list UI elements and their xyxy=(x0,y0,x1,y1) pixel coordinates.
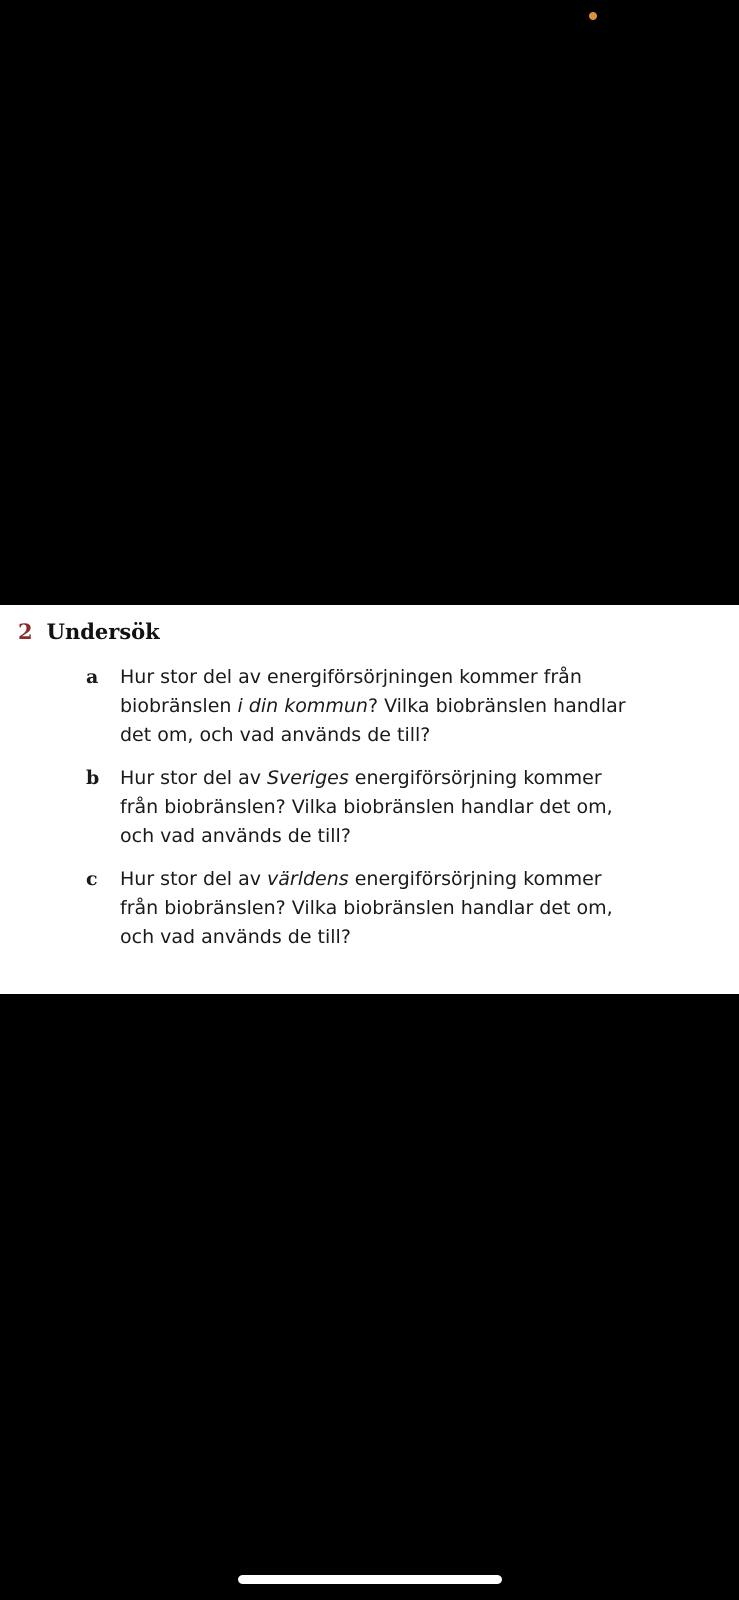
question-text: ? Vilka biobränslen handlar xyxy=(367,695,626,717)
question-line xyxy=(120,764,726,793)
question-text: från biobränslen? Vilka biobränslen handlar det om, xyxy=(120,796,613,818)
question-text: biobränslen xyxy=(120,695,238,717)
question-text: energiförsörjning kommer xyxy=(348,868,602,890)
question-emphasis: världens xyxy=(267,868,349,890)
privacy-indicator-dot-icon xyxy=(589,12,597,20)
question-letter: c xyxy=(86,868,98,890)
question-a xyxy=(86,663,726,750)
question-text: Hur stor del av xyxy=(120,868,267,890)
question-line xyxy=(120,894,726,923)
question-text: Hur stor del av xyxy=(120,767,267,789)
question-line xyxy=(120,721,726,750)
question-line xyxy=(120,793,726,822)
question-text: Hur stor del av energiförsörjningen kommer från xyxy=(120,666,582,688)
question-letter: b xyxy=(86,767,100,789)
question-c xyxy=(86,865,726,952)
question-text: och vad används de till? xyxy=(120,926,351,948)
question-letter: a xyxy=(86,666,99,688)
question-line xyxy=(120,822,726,851)
task-title: Undersök xyxy=(46,619,160,644)
task-header xyxy=(18,619,160,645)
home-indicator[interactable] xyxy=(238,1575,502,1584)
question-list xyxy=(86,663,726,966)
question-b xyxy=(86,764,726,851)
question-line xyxy=(120,923,726,952)
question-text: energiförsörjning kommer xyxy=(348,767,602,789)
question-text: det om, och vad används de till? xyxy=(120,724,431,746)
question-line xyxy=(120,865,726,894)
question-emphasis: Sveriges xyxy=(267,767,349,789)
task-number: 2 xyxy=(18,619,33,644)
question-text: och vad används de till? xyxy=(120,825,351,847)
question-line xyxy=(120,692,726,721)
question-text: från biobränslen? Vilka biobränslen handlar det om, xyxy=(120,897,613,919)
question-emphasis: i din kommun xyxy=(237,695,368,717)
question-line xyxy=(120,663,726,692)
textbook-page xyxy=(0,605,739,994)
